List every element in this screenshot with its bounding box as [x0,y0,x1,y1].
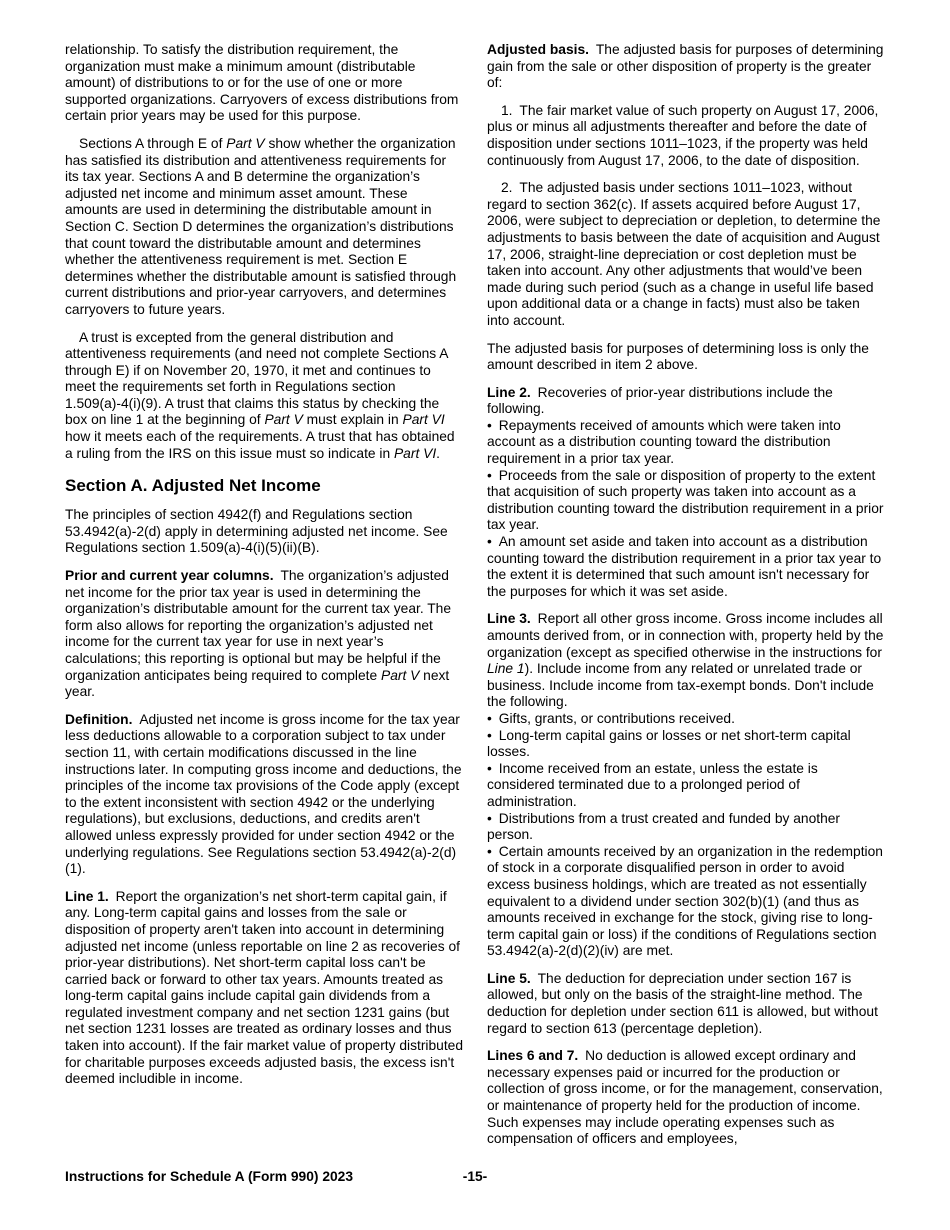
text-run: Part V [226,135,265,151]
text-run: next year. [65,667,450,700]
paragraph [487,180,885,329]
text-run: The deduction for depreciation under section 167 is allowed, but only on the basis of the straight-line method. The deduction for depletion under section 611 is allowed, but without regard to section 613 (percentage depletion). [487,970,878,1036]
text-run: Definition. [65,711,133,727]
text-run: ). Include income from any related or unrelated trade or business. Include income from tax-exempt bonds. Don't include the following. [487,661,874,710]
text-run: Long-term capital gains or losses or net short-term capital losses. [487,727,851,760]
paragraph [487,103,885,169]
paragraph [487,385,885,418]
bullet-item [487,811,885,844]
text-run: . [436,445,441,461]
bullet-icon: • [487,727,499,743]
text-run: Proceeds from the sale or disposition of property to the extent that acquisition of such property was taken into account as a distribution counting toward the distribution requirement in a prior tax year. [487,467,884,533]
text-run: Part VI [393,445,437,461]
text-run: The principles of section 4942(f) and Regulations section 53.4942(a)-2(d) apply in determining adjusted net income. See Regulations section 1.509(a)-4(i)(5)(ii)(B). [65,507,448,556]
text-run: No deduction is allowed except ordinary and necessary expenses paid or incurred for the production or collection of gross income, or for the management, conservation, or maintenance of property held for the production of income. Such expenses may include operating expenses such as compensation of officers and employees, [487,1048,883,1147]
text-run: An amount set aside and taken into account as a distribution counting toward the distribution requirement in a prior tax year to the extent it is determined that such amount isn't necessary for the purposes for which it was set aside. [487,534,882,599]
paragraph [65,889,463,1088]
text-run: Gifts, grants, or contributions received. [498,710,735,726]
paragraph [65,507,463,557]
text-run: Recoveries of prior-year distributions include the following. [487,384,833,417]
bullet-item [487,761,885,811]
bullet-icon: • [487,843,499,859]
paragraph [65,568,463,701]
bullet-icon: • [487,760,499,776]
footer-page-number: -15- [462,1169,488,1184]
bullet-icon: • [487,710,499,726]
text-run: The organization’s adjusted net income for the prior tax year is used in determining the organization’s distributable amount for the current tax year. The form also allows for reporting the organization’s adjusted net income for the current tax year for use in next year’s calculations; this reporting is optional but may be helpful if the organization anticipates being required to complete [65,568,452,683]
paragraph [487,341,885,374]
text-run: Part V [264,412,303,428]
bullet-item [487,534,885,600]
paragraph [487,611,885,711]
bullet-item [487,711,885,728]
text-run: Adjusted basis. [487,42,589,57]
paragraph [487,42,885,92]
text-run: The adjusted basis for purposes of determining loss is only the amount described in item 2 above. [487,340,869,373]
section-heading [65,476,463,496]
paragraph [65,42,463,125]
text-run: Sections A through E of [79,135,227,151]
text-run: relationship. To satisfy the distribution requirement, the organization must make a minimum amount (distributable amount) of distributions to or for the use of one or more supported organizations. Carryovers of excess distributions from certain prior years may be used for this purpose. [65,42,459,124]
text-run: must explain in [302,412,403,428]
text-run: Certain amounts received by an organization in the redemption of stock in a corporate disqualified person in order to avoid excess business holdings, which are treated as not essentially equivalent to a dividend under section 302(b)(1) (and thus as amounts received in exchange for the stock, giving rise to long-term capital gain or loss) if the conditions of Regulations section 53.4942(a)-2(d)(2)(iv) are met. [487,843,883,959]
text-run: Line 5. [487,970,531,986]
text-run: Prior and current year columns. [65,568,274,584]
text-run: Repayments received of amounts which were taken into account as a distribution counting toward the distribution requirement in a prior tax year. [487,417,841,467]
bullet-item [487,844,885,960]
text-run: 2. The adjusted basis under sections 1011–1023, without regard to section 362(c). If assets acquired before August 17, 2006, were subject to depreciation or depletion, to determine the adjustments to basis between the date of acquisition and August 17, 2006, straight-line depreciation or cost depletion must be taken into account. Any other adjustments that would’ve been made during such period (such as a change in useful life based upon additional data or a change in facts) must also be taken into account. [487,180,881,328]
paragraph [65,330,463,463]
paragraph [65,712,463,878]
text-run: how it meets each of the requirements. A trust that has obtained a ruling from the IRS on this issue must so indicate in [65,429,455,461]
paragraph [487,1048,885,1148]
text-run: Part V [381,667,420,683]
text-run: Lines 6 and 7. [487,1048,579,1064]
text-run: Report the organization’s net short-term capital gain, if any. Long-term capital gains and losses from the sale or disposition of property aren't taken into account in determining adjusted net income (unless reportable on line 2 as recoveries of prior-year distributions). Net short-term capital loss can't be carried back or forward to other tax years. Amounts treated as long-term capital gains include capital gain dividends from a regulated investment company and net section 1231 gains (but net section 1231 losses are treated as ordinary losses and thus taken into account). If the fair market value of property distributed for charitable purposes exceeds adjusted basis, the excess isn't deemed includible in income. [65,888,464,1087]
text-run: Income received from an estate, unless the estate is considered terminated due to a prolonged period of administration. [487,760,818,809]
text-run: Line 1 [487,661,525,677]
bullet-icon: • [487,810,499,826]
bullet-icon: • [487,417,499,433]
bullet-item [487,418,885,468]
paragraph [65,136,463,319]
text-run: Adjusted net income is gross income for the tax year less deductions allowable to a corporation subject to tax under section 11, with certain modifications discussed in the line instructions later. In computing gross income and deductions, the principles of the income tax provisions of the Code apply (except to the extent inconsistent with section 4942 or the underlying regulations), but exclusions, deductions, and credits aren't allowed unless expressly provided for under section 4942 or the underlying regulations. See Regulations section 53.4942(a)-2(d)(1). [65,711,462,877]
bullet-icon: • [487,534,499,550]
text-run: Part VI [402,412,445,428]
footer-document-title: Instructions for Schedule A (Form 990) 2023 [65,1169,354,1184]
bullet-item [487,728,885,761]
text-run: Section A. Adjusted Net Income [65,476,321,496]
text-run: 1. The fair market value of such property on August 17, 2006, plus or minus all adjustments thereafter and before the date of disposition under sections 1011–1023, if the property was held continuously from August 17, 2006, to the date of disposition. [487,102,879,168]
bullet-item [487,468,885,534]
text-run: Line 3. [487,611,531,627]
text-run: The adjusted basis for purposes of determining gain from the sale or other disposition of property is the greater of: [487,42,884,91]
text-run: Distributions from a trust created and funded by another person. [487,810,841,843]
text-run: show whether the organization has satisfied its distribution and attentiveness requirements for its tax year. Sections A and B determine the organization’s adjusted net income and minimum asset amount. These amounts are used in determining the distributable amount in Section C. Section D determines the organization’s distributions that count toward the distributable amount and determines whether the attentiveness requirement is met. Section E determines whether the distributable amount is satisfied through current distributions and prior-year carryovers, and determines carryovers to future years. [65,135,457,317]
left-column [65,42,463,1088]
text-run: A trust is excepted from the general distribution and attentiveness requirements (and need not complete Sections A through E) if on November 20, 1970, it met and continues to meet the requirements set forth in Regulations section 1.509(a)-4(i)(9). A trust that claims this status by checking the box on line 1 at the beginning of [65,329,448,428]
text-run: Line 1. [65,888,109,904]
text-run: Line 2. [487,384,531,400]
bullet-icon: • [487,467,499,483]
paragraph [487,971,885,1037]
text-run: Report all other gross income. Gross income includes all amounts derived from, or in connection with, property held by the organization (except as specified otherwise in the instructions for [487,611,884,660]
right-column [487,42,885,1148]
